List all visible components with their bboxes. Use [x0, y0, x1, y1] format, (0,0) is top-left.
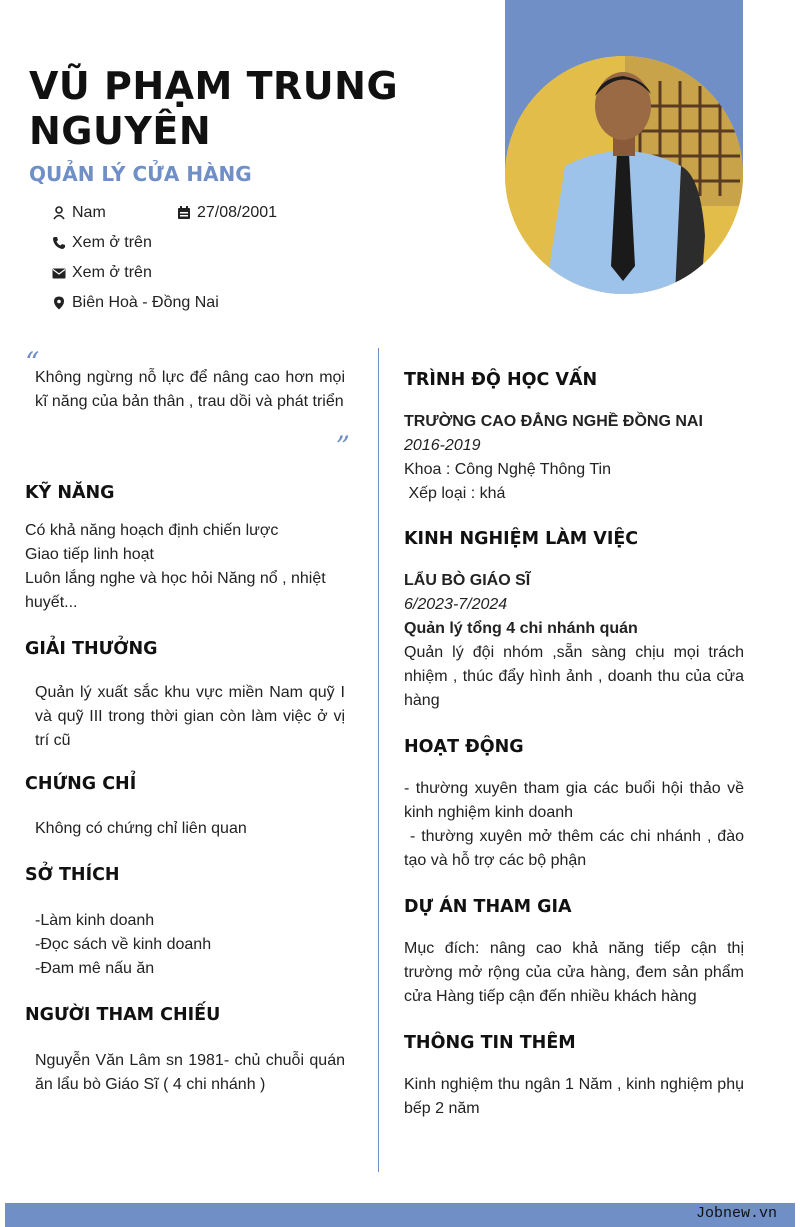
profile-photo-illustration	[505, 56, 743, 294]
birthday-value: 27/08/2001	[197, 204, 278, 221]
phone-icon	[52, 236, 66, 250]
references-text: Nguyễn Văn Lâm sn 1981- chủ chuỗi quán ăn lẩu bò Giáo Sĩ ( 4 chi nhánh )	[35, 1052, 345, 1093]
skills-heading: KỸ NĂNG	[25, 483, 115, 503]
experience-role: Quản lý tổng 4 chi nhánh quán	[404, 620, 638, 637]
education-rank: Xếp loại : khá	[404, 485, 506, 502]
location-pin-icon	[52, 296, 66, 310]
open-quote-icon: “	[25, 346, 40, 379]
candidate-name: VŨ PHẠM TRUNG NGUYÊN	[29, 64, 399, 153]
phone-row	[52, 234, 152, 252]
profile-photo	[505, 56, 743, 294]
hobbies-heading: SỞ THÍCH	[25, 865, 120, 885]
education-school: TRƯỜNG CAO ĐẲNG NGHỀ ĐỒNG NAI	[404, 413, 703, 430]
address-row	[52, 294, 219, 312]
extra-info-heading: THÔNG TIN THÊM	[404, 1033, 576, 1053]
experience-heading: KINH NGHIỆM LÀM VIỆC	[404, 529, 639, 549]
activities-list	[404, 777, 749, 873]
phone-value: Xem ở trên	[72, 234, 152, 251]
skill-item: Có khả năng hoạch định chiến lược	[25, 522, 279, 539]
hobby-item: -Làm kinh doanh	[35, 912, 155, 929]
email-row	[52, 264, 152, 282]
gender-row	[52, 204, 106, 222]
projects-heading: DỰ ÁN THAM GIA	[404, 897, 572, 917]
skills-list	[25, 519, 345, 615]
objective-section	[25, 346, 350, 463]
birthday-row	[177, 204, 277, 222]
calendar-icon	[177, 206, 191, 220]
footer-brand[interactable]: Jobnew.vn	[695, 1205, 777, 1222]
experience-company: LẨU BÒ GIÁO SĨ	[404, 572, 531, 589]
references-heading: NGƯỜI THAM CHIẾU	[25, 1005, 221, 1025]
certificates-heading: CHỨNG CHỈ	[25, 774, 137, 794]
education-heading: TRÌNH ĐỘ HỌC VẤN	[404, 370, 598, 390]
email-value: Xem ở trên	[72, 264, 152, 281]
awards-text: Quản lý xuất sắc khu vực miền Nam quỹ I và quỹ III trong thời gian còn làm việc ở vị trí cũ	[35, 684, 345, 749]
awards-heading: GIẢI THƯỞNG	[25, 639, 158, 659]
experience-description: Quản lý đội nhóm ,sẵn sàng chịu mọi trách nhiệm , thúc đẩy hình ảnh , doanh thu của cửa hàng	[404, 644, 744, 709]
envelope-icon	[52, 266, 66, 280]
right-column	[404, 370, 749, 1121]
skill-item: Luôn lắng nghe và học hỏi Năng nổ , nhiệt huyết...	[25, 570, 326, 611]
hobby-item: -Đọc sách về kinh doanh	[35, 936, 212, 953]
gender-value: Nam	[72, 204, 106, 221]
objective-text: Không ngừng nỗ lực để nâng cao hơn mọi kĩ năng của bản thân , trau dồi và phát triển	[35, 369, 345, 410]
extra-info-text: Kinh nghiệm thu ngân 1 Năm , kinh nghiệm phụ bếp 2 năm	[404, 1076, 744, 1117]
activity-item: - thường xuyên tham gia các buổi hội thảo về kinh nghiệm kinh doanh	[404, 780, 744, 821]
column-divider	[378, 348, 379, 1172]
hobby-item: -Đam mê nấu ăn	[35, 960, 155, 977]
education-period: 2016-2019	[404, 437, 481, 454]
hobbies-list	[25, 909, 345, 981]
activity-item: - thường xuyên mở thêm các chi nhánh , đào tạo và hỗ trợ các bộ phận	[404, 828, 749, 869]
certificates-text: Không có chứng chỉ liên quan	[35, 820, 247, 837]
experience-period: 6/2023-7/2024	[404, 596, 508, 613]
projects-text: Mục đích: nâng cao khả năng tiếp cận thị trường mở rộng của cửa hàng, đem sản phẩm cửa Hàng tiếp cận đến nhiều khách hàng	[404, 940, 744, 1005]
close-quote-icon: ”	[335, 430, 350, 463]
activities-heading: HOẠT ĐỘNG	[404, 737, 524, 757]
person-icon	[52, 206, 66, 220]
job-title: QUẢN LÝ CỬA HÀNG	[29, 162, 252, 186]
left-column	[25, 346, 350, 1097]
education-faculty: Khoa : Công Nghệ Thông Tin	[404, 461, 611, 478]
skill-item: Giao tiếp linh hoạt	[25, 546, 154, 563]
footer-bar	[5, 1203, 795, 1227]
address-value: Biên Hoà - Đồng Nai	[72, 294, 219, 311]
